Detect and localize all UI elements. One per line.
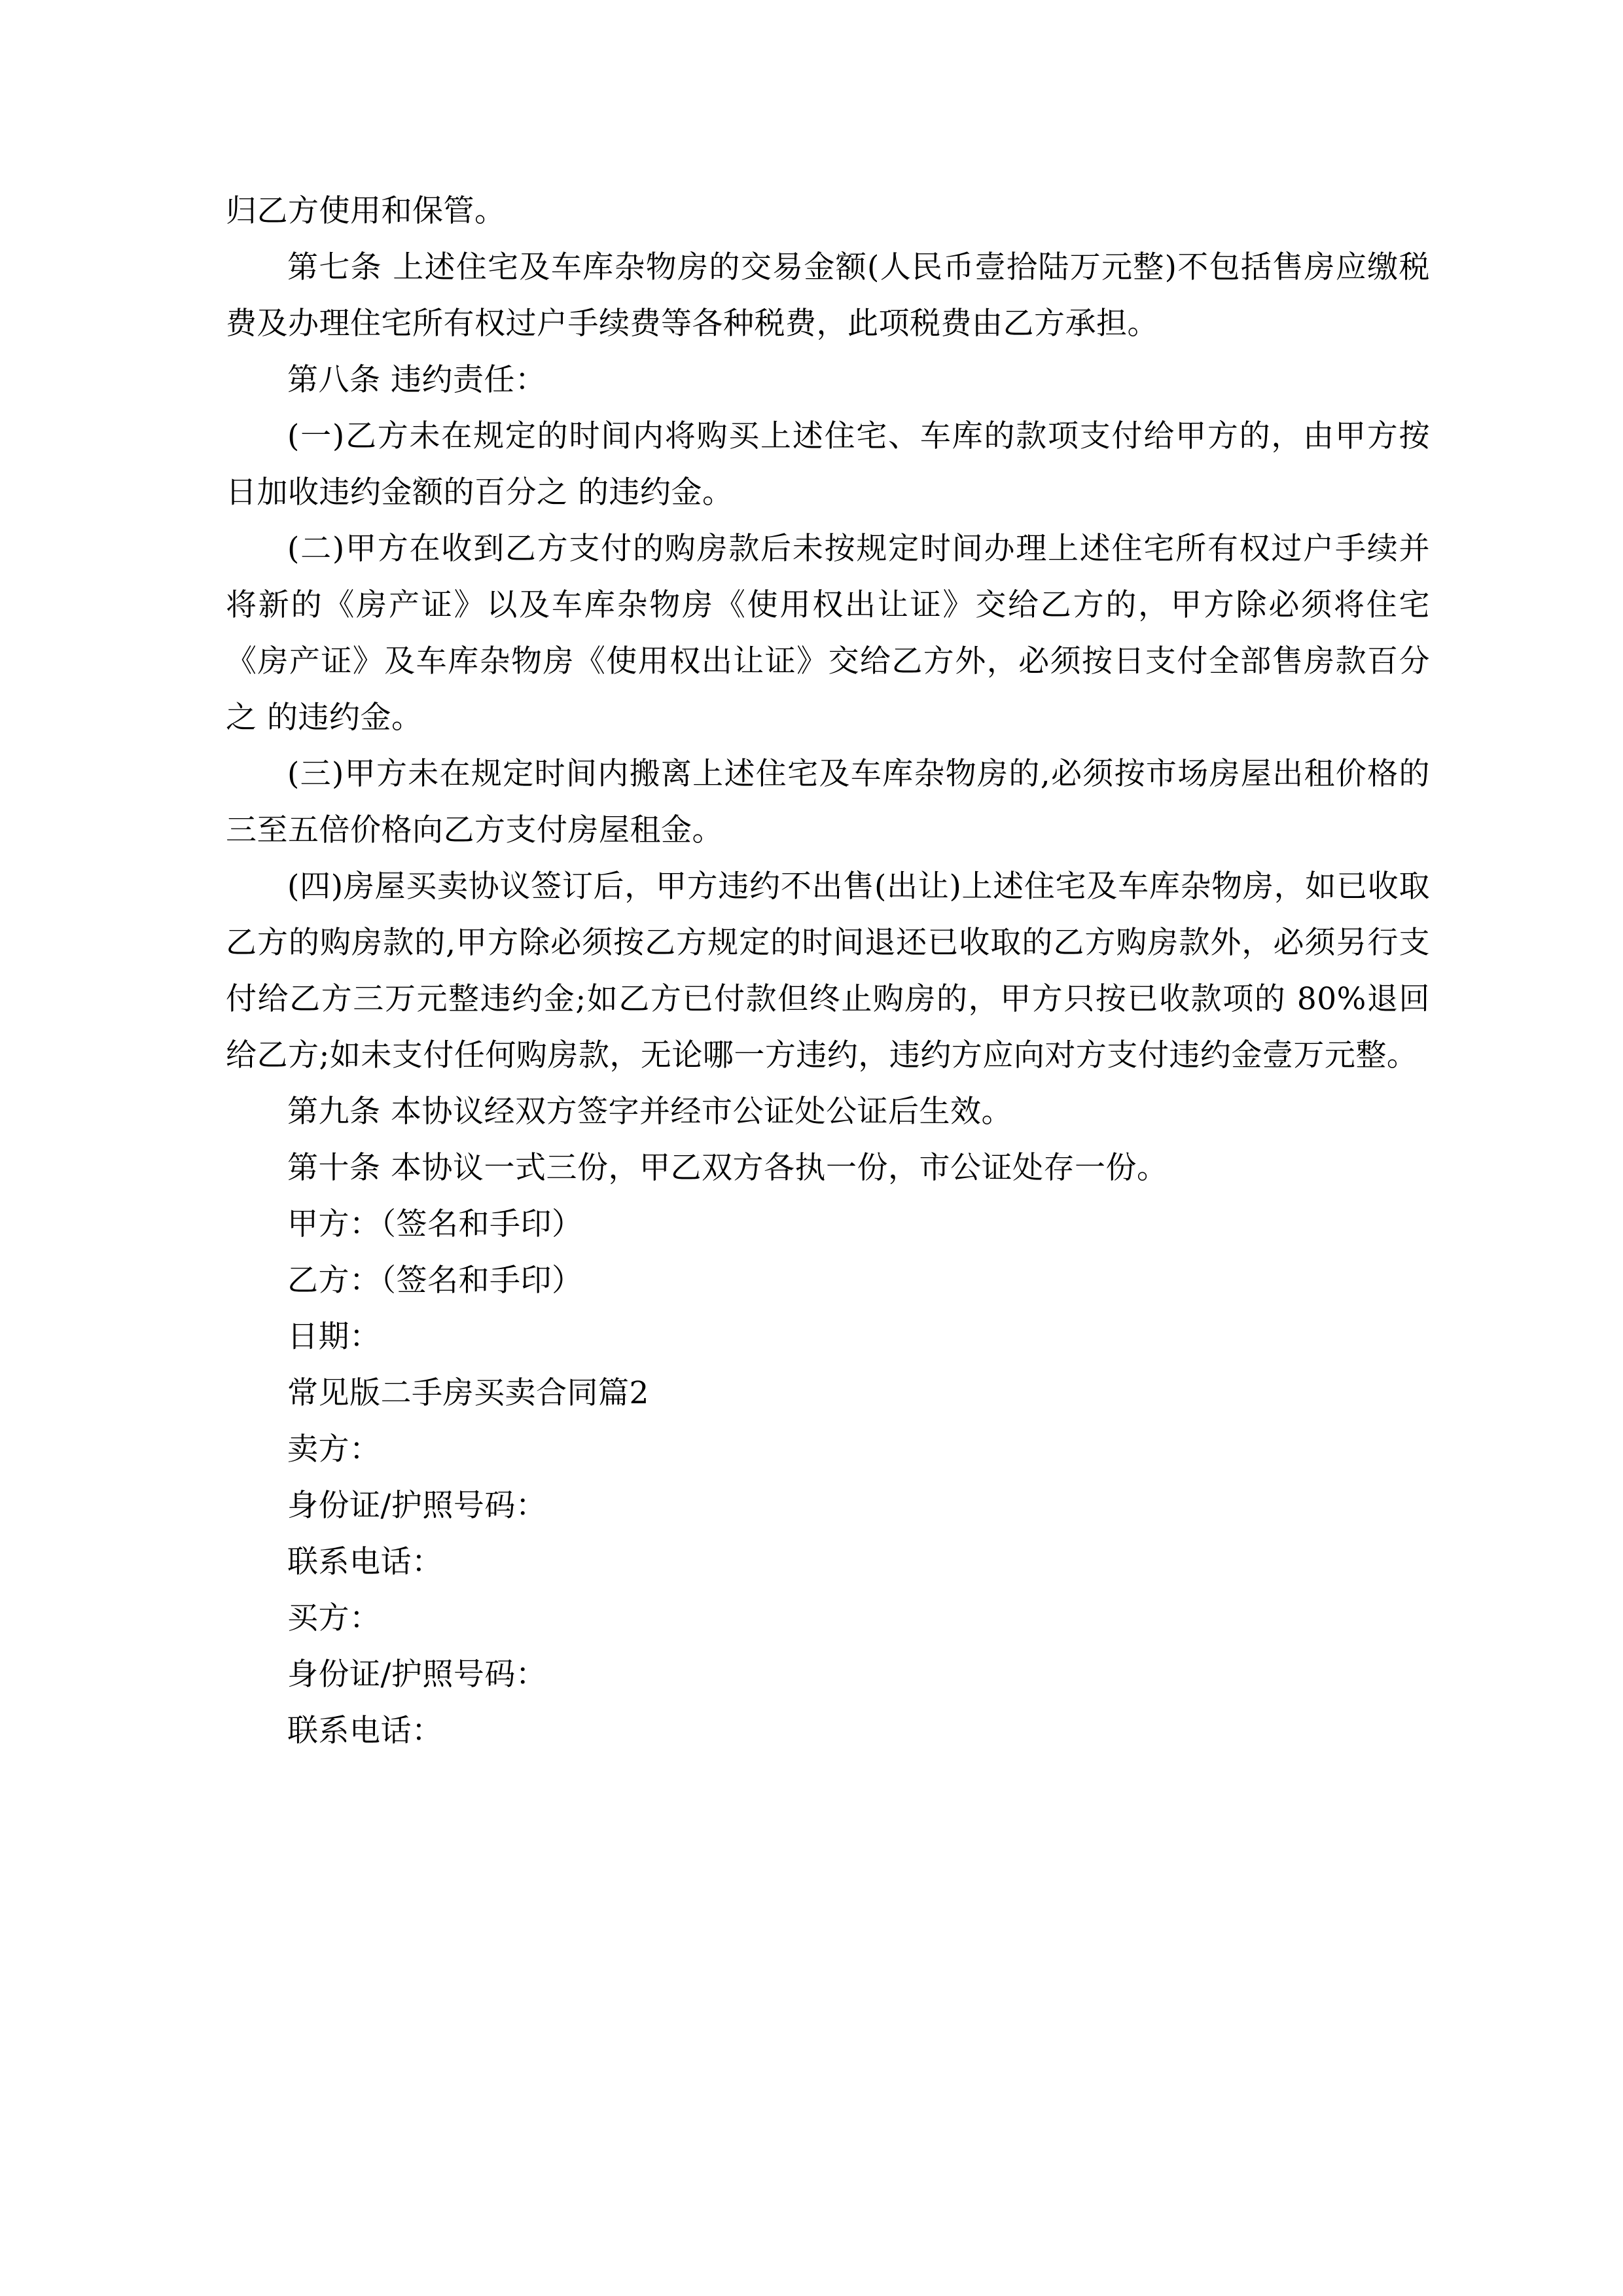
paragraph-article-8-item-3: (三)甲方未在规定时间内搬离上述住宅及车库杂物房的,必须按市场房屋出租价格的三至五倍价格向乙方支付房屋租金。 — [226, 756, 1430, 848]
paragraph-buyer-phone: 联系电话： — [287, 1713, 443, 1749]
paragraph-seller-phone: 联系电话： — [287, 1544, 443, 1580]
paragraph-article-10: 第十条 本协议一式三份，甲乙双方各执一份，市公证处存一份。 — [287, 1150, 1168, 1186]
paragraph-section-heading-2: 常见版二手房买卖合同篇2 — [287, 1375, 649, 1411]
paragraph-article-7: 第七条 上述住宅及车库杂物房的交易金额(人民币壹拾陆万元整)不包括售房应缴税费及办理住宅所有权过户手续费等各种税费，此项税费由乙方承担。 — [226, 249, 1430, 342]
paragraph-continuation: 归乙方使用和保管。 — [226, 193, 506, 229]
paragraph-article-8: 第八条 违约责任： — [287, 362, 546, 398]
paragraph-party-b-signature: 乙方：（签名和手印） — [287, 1263, 583, 1299]
paragraph-date: 日期： — [287, 1319, 381, 1355]
paragraph-buyer: 买方： — [287, 1600, 381, 1636]
paragraph-seller-id: 身份证/护照号码： — [287, 1488, 547, 1524]
paragraph-buyer-id: 身份证/护照号码： — [287, 1657, 547, 1693]
paragraph-article-8-item-2: (二)甲方在收到乙方支付的购房款后未按规定时间办理上述住宅所有权过户手续并将新的《房产证》以及车库杂物房《使用权出让证》交给乙方的，甲方除必须将住宅《房产证》及车库杂物房《使用权出让证》交给乙方外，必须按日支付全部售房款百分之 的违约金。 — [226, 531, 1430, 736]
paragraph-article-9: 第九条 本协议经双方签字并经市公证处公证后生效。 — [287, 1094, 1012, 1130]
paragraph-article-8-item-1: (一)乙方未在规定的时间内将购买上述住宅、车库的款项支付给甲方的，由甲方按日加收违约金额的百分之 的违约金。 — [226, 418, 1430, 511]
paragraph-article-8-item-4: (四)房屋买卖协议签订后，甲方违约不出售(出让)上述住宅及车库杂物房，如已收取乙方的购房款的,甲方除必须按乙方规定的时间退还已收取的乙方购房款外，必须另行支付给乙方三万元整违约金;如乙方已付款但终止购房的，甲方只按已收款项的 80%退回给乙方;如未支付任何购房款，无论哪一方违约，违约方应向对方支付违约金壹万元整。 — [226, 869, 1431, 1073]
document-body — [226, 183, 1430, 1759]
paragraph-seller: 卖方： — [287, 1431, 381, 1467]
paragraph-party-a-signature: 甲方：（签名和手印） — [287, 1206, 583, 1242]
